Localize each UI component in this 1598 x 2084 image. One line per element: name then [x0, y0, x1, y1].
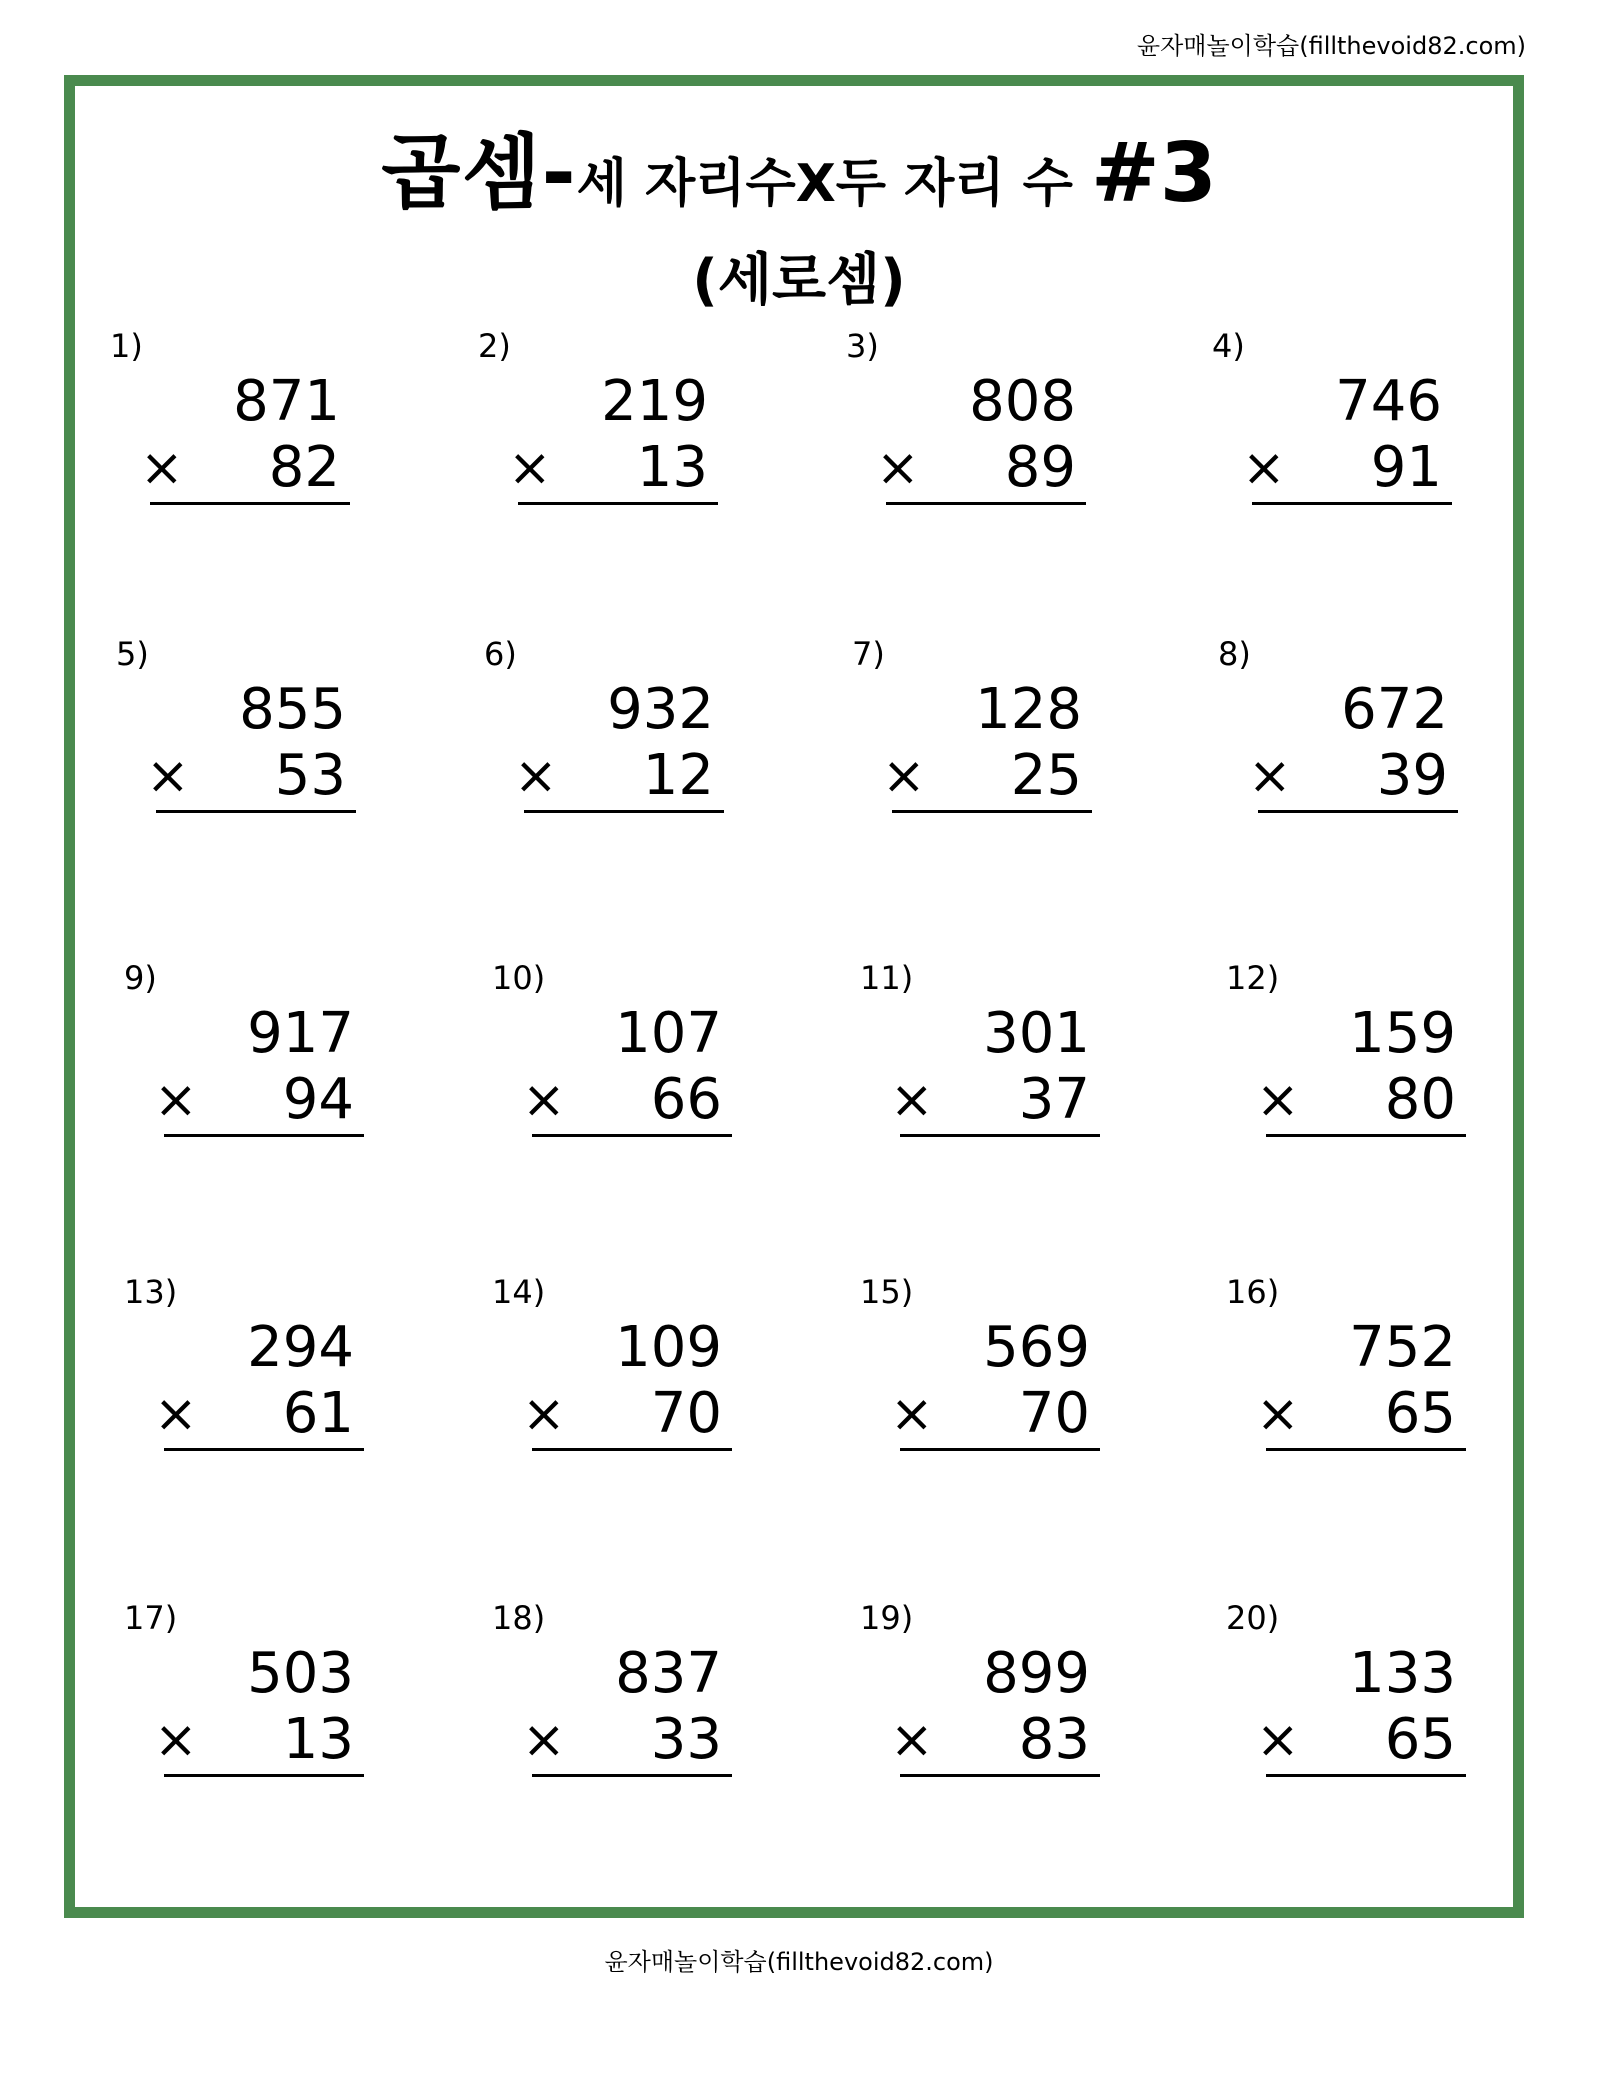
answer-line [532, 1134, 732, 1137]
problem-18 [492, 1600, 732, 1790]
problem-label: 16) [1226, 1273, 1280, 1311]
multiply-sign: × [154, 1384, 198, 1444]
multiplicand: 301 [983, 1001, 1090, 1066]
answer-line [164, 1134, 364, 1137]
multiplicand: 672 [1341, 677, 1448, 742]
multiplier: 61 [282, 1381, 354, 1446]
multiply-sign: × [1256, 1710, 1300, 1770]
multiply-sign: × [1256, 1384, 1300, 1444]
multiplier: 91 [1370, 435, 1442, 500]
problem-label: 3) [846, 327, 879, 365]
answer-line [900, 1448, 1100, 1451]
problem-3 [846, 328, 1086, 518]
answer-line [1266, 1134, 1466, 1137]
problem-5 [116, 636, 356, 826]
problem-7 [852, 636, 1092, 826]
problem-10 [492, 960, 732, 1150]
problem-label: 9) [124, 959, 157, 997]
multiplier: 70 [650, 1381, 722, 1446]
title-main: 곱셈- [381, 126, 577, 221]
problem-label: 19) [860, 1599, 914, 1637]
problem-label: 20) [1226, 1599, 1280, 1637]
multiplier: 89 [1004, 435, 1076, 500]
footer-credit: 윤자매놀이학습(fillthevoid82.com) [604, 1948, 994, 1976]
multiplier: 80 [1384, 1067, 1456, 1132]
problem-label: 5) [116, 635, 149, 673]
problem-4 [1212, 328, 1452, 518]
title-subject: 세 자리수X두 자리 수 [576, 154, 1092, 214]
multiply-sign: × [1256, 1070, 1300, 1130]
multiplier: 70 [1018, 1381, 1090, 1446]
multiplier: 82 [268, 435, 340, 500]
multiply-sign: × [522, 1384, 566, 1444]
problem-label: 6) [484, 635, 517, 673]
multiply-sign: × [1248, 746, 1292, 806]
answer-line [164, 1448, 364, 1451]
problem-label: 15) [860, 1273, 914, 1311]
answer-line [1266, 1448, 1466, 1451]
answer-line [164, 1774, 364, 1777]
multiplier: 66 [650, 1067, 722, 1132]
multiplier: 83 [1018, 1707, 1090, 1772]
answer-line [518, 502, 718, 505]
problem-1 [110, 328, 350, 518]
multiplicand: 808 [969, 369, 1076, 434]
multiply-sign: × [514, 746, 558, 806]
problem-12 [1226, 960, 1466, 1150]
header-credit: 윤자매놀이학습(fillthevoid82.com) [1136, 32, 1526, 60]
multiplicand: 159 [1349, 1001, 1456, 1066]
multiply-sign: × [522, 1710, 566, 1770]
problem-19 [860, 1600, 1100, 1790]
multiply-sign: × [508, 438, 552, 498]
multiplier: 53 [274, 743, 346, 808]
problem-13 [124, 1274, 364, 1464]
problem-6 [484, 636, 724, 826]
multiply-sign: × [140, 438, 184, 498]
problem-20 [1226, 1600, 1466, 1790]
answer-line [532, 1774, 732, 1777]
title-number: #3 [1091, 126, 1217, 221]
multiply-sign: × [154, 1710, 198, 1770]
multiplicand: 133 [1349, 1641, 1456, 1706]
multiply-sign: × [146, 746, 190, 806]
problem-label: 1) [110, 327, 143, 365]
problem-16 [1226, 1274, 1466, 1464]
multiply-sign: × [890, 1070, 934, 1130]
problem-11 [860, 960, 1100, 1150]
problem-label: 4) [1212, 327, 1245, 365]
multiplier: 65 [1384, 1381, 1456, 1446]
problem-label: 7) [852, 635, 885, 673]
multiplier: 65 [1384, 1707, 1456, 1772]
multiplier: 13 [636, 435, 708, 500]
problem-2 [478, 328, 718, 518]
problem-15 [860, 1274, 1100, 1464]
multiplicand: 855 [239, 677, 346, 742]
multiply-sign: × [522, 1070, 566, 1130]
multiplicand: 569 [983, 1315, 1090, 1380]
multiplier: 94 [282, 1067, 354, 1132]
multiplicand: 917 [247, 1001, 354, 1066]
multiplicand: 128 [975, 677, 1082, 742]
problem-17 [124, 1600, 364, 1790]
answer-line [900, 1134, 1100, 1137]
multiplier: 12 [642, 743, 714, 808]
multiply-sign: × [1242, 438, 1286, 498]
page-subtitle: (세로셈) [692, 248, 906, 313]
answer-line [1266, 1774, 1466, 1777]
multiplicand: 899 [983, 1641, 1090, 1706]
answer-line [886, 502, 1086, 505]
answer-line [900, 1774, 1100, 1777]
multiply-sign: × [882, 746, 926, 806]
multiplicand: 503 [247, 1641, 354, 1706]
multiplier: 37 [1018, 1067, 1090, 1132]
answer-line [150, 502, 350, 505]
answer-line [156, 810, 356, 813]
answer-line [892, 810, 1092, 813]
problem-label: 10) [492, 959, 546, 997]
problem-14 [492, 1274, 732, 1464]
problem-8 [1218, 636, 1458, 826]
multiplicand: 837 [615, 1641, 722, 1706]
multiply-sign: × [154, 1070, 198, 1130]
answer-line [1252, 502, 1452, 505]
answer-line [524, 810, 724, 813]
problem-label: 8) [1218, 635, 1251, 673]
multiply-sign: × [890, 1710, 934, 1770]
multiply-sign: × [876, 438, 920, 498]
multiplicand: 294 [247, 1315, 354, 1380]
multiplicand: 932 [607, 677, 714, 742]
multiplicand: 752 [1349, 1315, 1456, 1380]
multiplicand: 746 [1335, 369, 1442, 434]
problem-label: 18) [492, 1599, 546, 1637]
multiplier: 13 [282, 1707, 354, 1772]
problem-label: 17) [124, 1599, 178, 1637]
multiply-sign: × [890, 1384, 934, 1444]
answer-line [532, 1448, 732, 1451]
problem-label: 11) [860, 959, 914, 997]
multiplicand: 109 [615, 1315, 722, 1380]
answer-line [1258, 810, 1458, 813]
problem-label: 12) [1226, 959, 1280, 997]
multiplicand: 871 [233, 369, 340, 434]
problem-label: 2) [478, 327, 511, 365]
problem-label: 14) [492, 1273, 546, 1311]
multiplicand: 219 [601, 369, 708, 434]
problem-9 [124, 960, 364, 1150]
problem-label: 13) [124, 1273, 178, 1311]
multiplier: 25 [1010, 743, 1082, 808]
multiplier: 39 [1376, 743, 1448, 808]
multiplier: 33 [650, 1707, 722, 1772]
page-title [0, 108, 1598, 225]
multiplicand: 107 [615, 1001, 722, 1066]
